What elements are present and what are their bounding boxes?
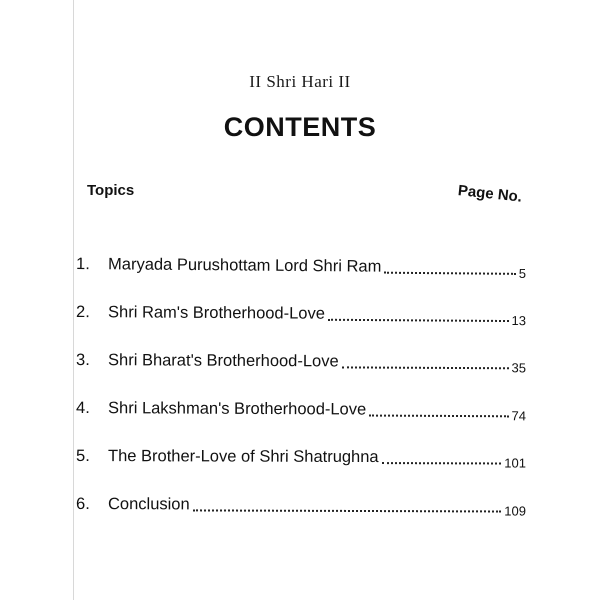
dot-leader [369,414,508,418]
entry-topic: Shri Ram's Brotherhood-Love [108,303,325,323]
contents-entry [76,322,527,376]
contents-entry [76,226,527,281]
entry-topic: Shri Lakshman's Brotherhood-Love [108,399,367,419]
contents-list [76,226,527,519]
entry-topic: The Brother-Love of Shri Shatrughna [108,447,379,467]
contents-entry [76,466,527,519]
page-no-column-header: Page No. [457,182,523,206]
entry-page-number: 74 [511,408,527,424]
entry-number: 1. [76,255,90,274]
entry-number: 3. [76,351,90,370]
invocation-heading: II Shri Hari II [249,72,351,91]
entry-number: 4. [76,399,90,418]
entry-page-number: 13 [511,313,527,329]
entry-number: 6. [76,495,90,514]
entry-page-number: 109 [504,503,527,519]
entry-page-number: 101 [504,455,527,471]
topics-column-header: Topics [87,182,135,199]
entry-topic: Conclusion [108,495,190,514]
contents-entry [76,418,527,471]
entry-number: 5. [76,447,90,466]
dot-leader [342,365,509,369]
entry-page-number: 5 [518,265,527,281]
dot-leader [384,271,516,275]
contents-entry [76,370,527,424]
dot-leader [328,318,509,322]
entry-topic: Shri Bharat's Brotherhood-Love [108,351,339,371]
page-title: CONTENTS [223,112,377,142]
entry-page-number: 35 [511,360,527,376]
entry-number: 2. [76,303,90,322]
entry-topic: Maryada Purushottam Lord Shri Ram [108,255,382,276]
dot-leader [193,508,502,512]
contents-entry [76,274,527,329]
dot-leader [382,461,502,464]
